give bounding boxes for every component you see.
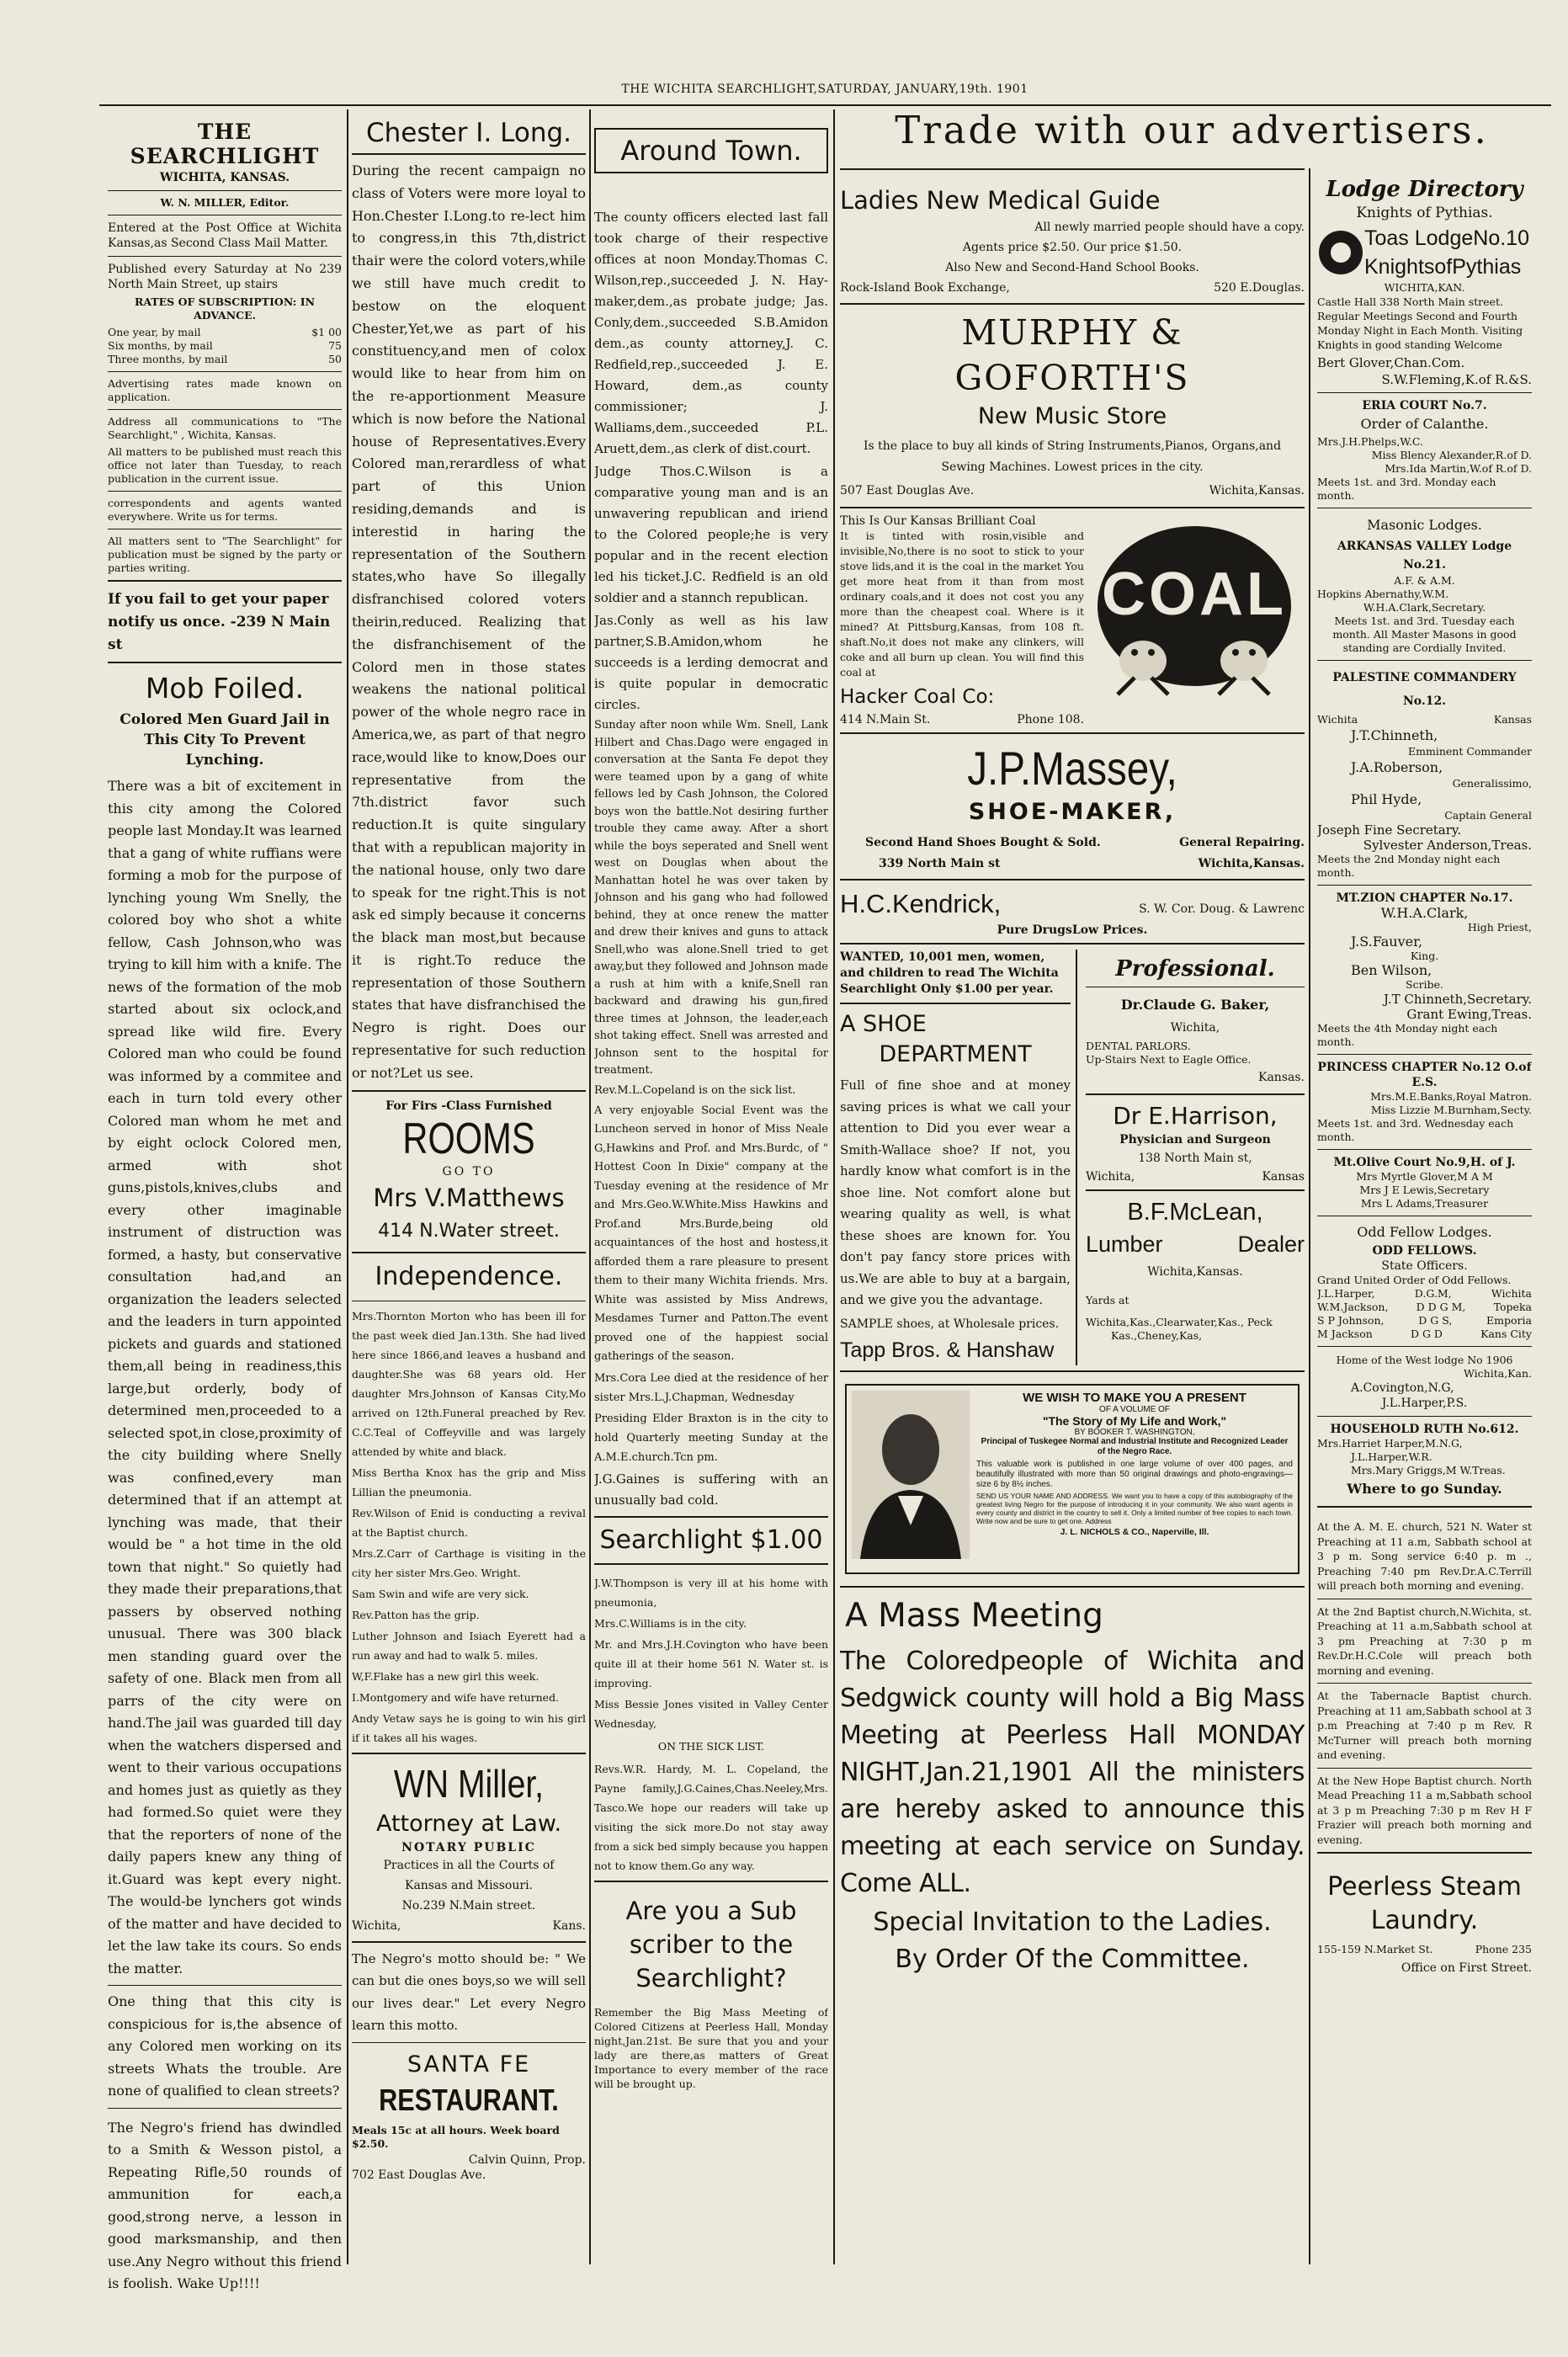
zion-3: J.S.Fauver, (1351, 934, 1423, 950)
pal-3: Emminent Commander (1408, 745, 1532, 758)
zion-4: King. (1410, 950, 1439, 962)
independence-item: Sam Swin and wife are very sick. (352, 1587, 529, 1600)
murphy-text: Is the place to buy all kinds of String Instruments,Pianos, Organs,and Sewing Machines. Lowest prices in the city. (863, 439, 1282, 474)
olive-2: Mrs J E Lewis,Secretary (1359, 1184, 1490, 1196)
mclean-dealer: Dealer (1237, 1232, 1305, 1257)
entered-notice: Entered at the Post Office at Wichita Kansas,as Second Class Mail Matter. (108, 221, 342, 250)
shoe-text: Full of fine shoe and at money saving prices is what we call your attention to Did you ever wear a Smith-Wallace shoe? If not, you hardly know what comfort is in the shoe line. Not comfort alone but wearing quality as well, is what these shoes are known for. You don't pay fancy store prices with us.We are able to buy at a bargain, and we give you the advantage. (840, 1077, 1071, 1307)
restaurant-address: 702 East Douglas Ave. (352, 2168, 486, 2182)
zion-7: J.T Chinneth,Secretary. (1384, 992, 1532, 1007)
harrison-city: Wichita, (1085, 1170, 1135, 1184)
officer-name: W.M.Jackson, (1317, 1301, 1389, 1313)
coal-logo-text: COAL (1102, 561, 1287, 628)
kendrick-heading: H.C.Kendrick, (840, 889, 1002, 918)
zion-8: Grant Ewing,Treas. (1406, 1007, 1532, 1022)
around-item: Presiding Elder Braxton is in the city to hold Quarterly meeting Sunday at the A.M.E.church.Tcn pm. (594, 1412, 828, 1464)
church-item: At the New Hope Baptist church. North Mead Preaching 11 a m,Sabbath school at 3 p m Preaching 7:30 p m Rev H F Frazier will preach both morning and evening. (1317, 1774, 1532, 1846)
independence-item: Rev.Patton has the grip. (352, 1608, 480, 1621)
harrison-state: Kansas (1262, 1170, 1305, 1184)
harrison-title: Physician and Surgeon (1119, 1133, 1271, 1147)
miller-name: WN Miller, (393, 1761, 545, 1806)
fleming: S.W.Fleming,K.of R.&S. (1381, 372, 1532, 387)
officer-city: Wichita (1491, 1287, 1532, 1300)
rate-three-value: 50 (328, 353, 342, 365)
coal-illustration (1084, 513, 1305, 707)
harrison-name: Dr E.Harrison, (1113, 1102, 1278, 1130)
booker-position: Principal of Tuskegee Normal and Industrial Institute and Recognized Leader of the Negro Race. (981, 1436, 1289, 1456)
massey-line-1: Second Hand Shoes Bought & Sold. (865, 836, 1101, 849)
independence-list (352, 1306, 586, 1748)
mass-meeting-ladies: Special Invitation to the Ladies. (873, 1907, 1272, 1937)
officer-name: J.L.Harper, (1317, 1287, 1375, 1300)
mclean-yards-2: Kas.,Cheney,Kas, (1110, 1329, 1203, 1342)
long-headline: Chester I. Long. (365, 118, 572, 148)
ruth-1: Mrs.Harriet Harper,M.N.G, (1317, 1437, 1463, 1450)
west-lodge-city: Wichita,Kan. (1464, 1367, 1532, 1380)
restaurant-prop: Calvin Quinn, Prop. (468, 2152, 586, 2167)
palestine: PALESTINE COMMANDERY No.12. (1332, 671, 1517, 708)
booker-heading: WE WISH TO MAKE YOU A PRESENT (1023, 1390, 1246, 1405)
calanthe: Order of Calanthe. (1360, 416, 1489, 432)
grand-order: Grand United Order of Odd Fellows. (1317, 1274, 1512, 1286)
booker-author: BY BOOKER T. WASHINGTON, (1074, 1427, 1195, 1437)
west-2: J.L.Harper,P.S. (1381, 1397, 1468, 1410)
around-item: Rev.M.L.Copeland is on the sick list. (594, 1083, 796, 1097)
kop-city: WICHITA,KAN. (1384, 281, 1465, 294)
state-officers: State Officers. (1381, 1259, 1468, 1273)
officer-city: Emporia (1486, 1314, 1532, 1327)
church-item: At the A. M. E. church, 521 N. Water st Preaching at 11 a.m, Sabbath school at 3 p m. Song service 6:40 p. m ., Preaching 7:40 pm Rev.Dr.A.C.Terrill will preach both morning and evening. (1317, 1520, 1532, 1592)
baker-name: Dr.Claude G. Baker, (1120, 997, 1270, 1013)
murphy-city: Wichita,Kansas. (1209, 484, 1305, 497)
zion-2: High Priest, (1467, 921, 1532, 934)
rate-six-value: 75 (328, 339, 342, 352)
officer-title: D G D (1410, 1327, 1443, 1340)
rooms-tagline: For Firs -Class Furnished (385, 1099, 552, 1113)
officer-city: Topeka (1493, 1301, 1532, 1313)
mass-meeting-committee: By Order Of the Committee. (895, 1944, 1250, 1974)
long-article: During the recent campaign no class of Voters were more loyal to Hon.Chester I.Long.to re-lect him to congress,in this 7th,district thair were the colord voters,while we still have much credit to bestow on the eloquent Chester,Yet,we as part of his constituency,and men of colox would like to hear from him on the re-apportionment Measure which is now before the National house of Representatives.Every Colored man,rerardless of what part of this Union residing,demands and is interestid in haring the representation of the Southern states,who have So illegally disfranchised colored voters theirin,reduced. Realizing that the disfranchisement of the Colord men in those states weakens the national political power of the whole negro race in America,we, as part of that negro race,would like to know,Does our representative from the 7th.district favor such reduction.It is quite singulary that with a republican majority in the national house, only two dare to speak for tne right.This is not ask ed simply because it concerns the black man most,but because it is right.To reduce the representation of those Southern states that have disfranchised the Negro is right. Does our representative for such reduction or not?Let us see. (352, 162, 586, 1081)
mclean-yards-1: Wichita,Kas.,Clearwater,Kas., Peck (1085, 1316, 1273, 1328)
zion-1: W.H.A.Clark, (1380, 905, 1469, 921)
masthead: THE WICHITA SEARCHLIGHT,SATURDAY, JANUARY,19th. 1901 (621, 82, 1029, 96)
lodge-column (1317, 177, 1532, 1980)
kendrick-address: S. W. Cor. Doug. & Lawrenc (1139, 902, 1305, 916)
kp-heading: Knights of Pythias. (1356, 205, 1493, 221)
ark-4: Meets 1st. and 3rd. Tuesday each month. All Master Masons in good standing are Cordially Invited. (1332, 615, 1517, 654)
deadline-notice: All matters to be published must reach this office not later than Tuesday, to reach publication in the current issue. (108, 445, 342, 485)
mass-meeting-heading: A Mass Meeting (845, 1596, 1103, 1635)
trade-headline: Trade with our advertisers. (895, 108, 1489, 152)
around-item: Jas.Conly as well as his law partner,S.B.Amidon,whom he succeeds is a lerding democrat and is quite popular in democratic circles. (594, 613, 828, 712)
coal-phone: Phone 108. (1017, 713, 1084, 726)
independence-item: Mrs.Thornton Morton who has been ill for the past week died Jan.13th. She had lived here since 1866,and leaves a husband and daughter.She was 68 years old. Her daughter Mrs.Johnson of Kansas City,Mo arrived on 12th.Funeral preached by Rev. C.C.Teal of Coffeyville and was largely attended by white and black. (352, 1309, 586, 1458)
olive-1: Mrs Myrtle Glover,M A M (1356, 1170, 1493, 1183)
around-item: Judge Thos.C.Wilson is a comparative young man and is an unwavering republican and iriend to the Colored people;he is very popular and in the recent election led his ticket.J.C. Redfield is an old soldier and a stannch republican. (594, 464, 828, 605)
prin-1: Mrs.M.E.Banks,Royal Matron. (1370, 1090, 1532, 1103)
officer-title: D D G M, (1416, 1301, 1466, 1313)
miller-city: Wichita, (352, 1918, 401, 1933)
ruth-3: Mrs.Mary Griggs,M W.Treas. (1351, 1464, 1506, 1476)
massey-address: 339 North Main st (879, 857, 1001, 870)
medical-guide-price: Agents price $2.50. Our price $1.50. (962, 241, 1183, 254)
remember-notice: Remember the Big Mass Meeting of Colored Citizens at Peerless Hall, Monday night,Jan.21st. Be sure that you and your lady are there,as matters of Great Importance to every member of the race will be brought up. (594, 2005, 828, 2090)
massey-line-2: General Repairing. (1179, 836, 1305, 849)
around-item: Mrs.Cora Lee died at the residence of her sister Mrs.L.J.Chapman, Wednesday (594, 1371, 828, 1404)
miller-practice-1: Practices in all the Courts of (383, 1858, 555, 1872)
lodge-heading: Lodge Directory (1326, 177, 1523, 202)
medical-guide-heading: Ladies New Medical Guide (840, 186, 1161, 215)
book-exchange: Rock-Island Book Exchange, (840, 281, 1010, 295)
around-item: J.G.Gaines is suffering with an unusually bad cold. (594, 1471, 828, 1508)
church-item: At the Tabernacle Baptist church. Preaching at 11 am,Sabbath school at 3 p.m Preaching at 7:40 p m Rev. R McTurner will preach both morning and evening. (1317, 1689, 1532, 1761)
santa-fe: SANTA FE (407, 2051, 531, 2078)
booker-description: This valuable work is published in one large volume of over 400 pages, and beautifully illustrated with more than 50 original drawings and photo-engravings—size 6 by 8½ inches. (976, 1459, 1293, 1489)
column-3 (594, 118, 828, 2093)
streets-article: One thing that this city is conspicious for is,the absence of any Colored men working on its streets Whats the trouble. Are none of qualified to clean streets? (108, 1993, 342, 2099)
independence-item: I.Montgomery and wife have returned. (352, 1690, 560, 1704)
ads-column (840, 168, 1305, 1978)
independence-headline: Independence. (375, 1261, 563, 1291)
column-rule-2 (589, 109, 591, 2264)
baker-state: Kansas. (1258, 1071, 1305, 1084)
massey-subheading: SHOE-MAKER, (968, 799, 1177, 825)
officer-city: Kans City (1480, 1327, 1532, 1340)
miller-state: Kans. (552, 1918, 586, 1933)
pal-5: Generalissimo, (1452, 777, 1532, 790)
officer-name: S P Johnson, (1317, 1314, 1385, 1327)
kop-heading: KnightsofPythias (1364, 255, 1522, 279)
around-item: Sunday after noon while Wm. Snell, Lank Hilbert and Chas.Dago were engaged in conversation at the Santa Fe depot they were teamed upon by a gang of white fellows led by Cash Johnson, the Colored boys won the battle.Not desiring further trouble they came away. After a short while the boys seperated and Snell went west on Douglas when about the Manhattan hotel he was over taken by Johnson and his gang who had followed behind, they at once renew the matter and drew their knives and guns to attack Snell,who was alone.Snell tried to get away,but they followed and Johnson made a rush at him with a knife,Snell ran backward and drawing his gun,fired three times at Johnson, the leader,each shot taking effect. Snell was arrested and Johnson sent to the hospital for treatment. (594, 719, 828, 1077)
column-rule-4 (1309, 168, 1310, 2264)
olive-3: Mrs L Adams,Treasurer (1360, 1197, 1489, 1210)
odd-fellow-lodges: Odd Fellow Lodges. (1357, 1224, 1492, 1240)
booker-volume: OF A VOLUME OF (1099, 1404, 1170, 1414)
church-item: At the 2nd Baptist church,N.Wichita, st. Preaching at 11 a.m,Sabbath school at 3 pm Preaching at 7:30 p m Rev.Dr.H.C.Cole will preach both morning and evening. (1317, 1604, 1532, 1677)
princess-chapter: PRINCESS CHAPTER No.12 O.of E.S. (1317, 1061, 1532, 1089)
zion-6: Scribe. (1406, 978, 1443, 991)
rooms-proprietor: Mrs V.Matthews (373, 1183, 565, 1212)
west-1: A.Covington,N.G, (1351, 1381, 1454, 1395)
pythias-emblem-icon (1317, 229, 1364, 276)
arkansas-valley: ARKANSAS VALLEY Lodge No.21. (1337, 540, 1512, 572)
notary: NOTARY PUBLIC (401, 1840, 536, 1854)
household-ruth: HOUSEHOLD RUTH No.612. (1330, 1423, 1519, 1436)
booker-title: "The Story of My Life and Work," (1042, 1413, 1227, 1428)
baker-location: Up-Stairs Next to Eagle Office. (1085, 1053, 1252, 1066)
column-rule-1 (347, 109, 348, 2264)
rate-six-label: Six months, by mail (108, 339, 213, 352)
correspondents-notice: correspondents and agents wanted everywhere. Write us for terms. (108, 497, 342, 523)
laundry-phone: Phone 235 (1475, 1943, 1532, 1955)
murphy-address: 507 East Douglas Ave. (840, 484, 975, 497)
harrison-address: 138 North Main st, (1138, 1152, 1252, 1165)
book-exchange-address: 520 E.Douglas. (1214, 281, 1305, 295)
column-1 (108, 118, 342, 2297)
mob-article: There was a bit of excitement in this city among the Colored people last Monday.It was learned that a gang of white ruffians were forming a mob for the purpose of lynching young Wm Snelly, the colored boy who shot a white fellow, Cash Johnson,who was trying to kill him with a knife. The news of the formation of the mob started about six oclock,and spread like wild fire. Every Colored man who could be found was informed by a commitee and each in turn told every other Colored man whom he met and by eight oclock Colored men, armed with shot guns,pistols,knives,clubs and every other imaginable instrument of distruction was formed, a hasty, but conservative consultation had,and an organization the leaders selected and the leaders in turn appointed pickets and guards and stationed them,all being in readiness,this large,but orderly, body of determined men,proceeded to a selected spot,in close,proximity of the city building where Snelly was confined,every man determined that if an attempt at lynching was made, that their would be " a hot time in the old town that night." So quietly had they made their preparations,that passers by observed nothing unusual. There was 300 black men standing guard over the safety of one. Black men from all parrs of the city were on hand.The jail was guarded till day when the watchers dispersed and went to their various occupations and homes just as quietly as they had formed.So quiet were they that the reporters of none of the daily papers knew any thing of it.Guard was kept every night. The would-be lynchers got winds of the matter and have decided to let the law take its cours. So ends the matter. (108, 778, 342, 1977)
odd-fellows: ODD FELLOWS. (1372, 1244, 1477, 1258)
prin-3: Meets 1st. and 3rd. Wednesday each month. (1317, 1117, 1514, 1143)
shoe-heading-2: DEPARTMENT (879, 1041, 1032, 1067)
eria-2: Miss Blency Alexander,R.of D. (1371, 449, 1532, 461)
rate-year-label: One year, by mail (108, 326, 201, 338)
shoe-heading-1: A SHOE (840, 1011, 927, 1037)
independence-item: Miss Bertha Knox has the grip and Miss Lillian the pneumonia. (352, 1466, 586, 1498)
castle-hall: Castle Hall 338 North Main street. Regular Meetings Second and Fourth Monday Night in Each Month. Visiting Knights in good standing Welcome (1317, 295, 1523, 351)
medical-guide-books: Also New and Second-Hand School Books. (945, 261, 1199, 274)
officer-name: M Jackson (1317, 1327, 1373, 1340)
zion-5: Ben Wilson, (1351, 962, 1432, 978)
negro-friend-article: The Negro's friend has dwindled to a Smith & Wesson pistol, a Repeating Rifle,50 rounds of ammunition for each,a good,strong nerve, a lesson in good marksmanship, and then use.Any Negro without this friend is foolish. Wake Up!!!! (108, 2119, 342, 2291)
booker-portrait (852, 1391, 970, 1559)
massey-heading: J.P.Massey, (967, 742, 1177, 795)
baker-city: Wichita, (1170, 1021, 1220, 1035)
ark-1: A.F. & A.M. (1394, 574, 1455, 587)
zion-9: Meets the 4th Monday night each month. (1317, 1022, 1498, 1048)
column-2 (352, 118, 586, 2183)
around-item: A very enjoyable Social Event was the Luncheon served in honor of Miss Neale G,Hawkins and Prof. and Mrs.Burdc, of " Hottest Coon In Dixie" company at the Tuesday evening at the residence of Mr and Mrs.Geo.W.White.Miss Hawkins and Prof.and Mrs.Burde,being old acquaintances of the host and hostess,it afforded them a rare pleasure to present them to their many Wichita friends. Mrs. White was assisted by Miss Andrews, Mesdames Turner and Patton.The event proved one of the happiest social gatherings of the season. (594, 1104, 828, 1363)
advertising-notice: Advertising rates made known on application. (108, 377, 342, 403)
column-rule-3 (833, 109, 835, 2264)
pal-1b: Kansas (1493, 713, 1532, 726)
pal-6: Phil Hyde, (1351, 791, 1422, 807)
address-notice: Address all communications to "The Searchlight," , Wichita, Kansas. (108, 415, 342, 441)
mob-subhead: Colored Men Guard Jail in This City To Prevent Lynching. (120, 711, 330, 769)
rooms-goto: GO TO (442, 1164, 496, 1178)
mass-meeting-text: The Coloredpeople of Wichita and Sedgwick county will hold a Big Mass Meeting at Peerless Hall MONDAY NIGHT,Jan.21,1901 All the ministers are hereby asked to announce this meeting at each service on Sunday. Come ALL. (840, 1646, 1305, 1898)
miller-practice-2: Kansas and Missouri. (404, 1878, 533, 1892)
coal-heading: This Is Our Kansas Brilliant Coal (840, 514, 1036, 528)
eria-4: Meets 1st. and 3rd. Monday each month. (1317, 476, 1496, 502)
searchlight-price-headline: Searchlight $1.00 (599, 1524, 823, 1555)
restaurant-heading: RESTAURANT. (379, 2082, 559, 2117)
west-lodge: Home of the West lodge No 1906 (1336, 1354, 1513, 1366)
mclean-city: Wichita,Kansas. (1147, 1265, 1243, 1279)
ark-3: W.H.A.Clark,Secretary. (1363, 601, 1486, 614)
officer-title: D G S, (1418, 1314, 1453, 1327)
glover: Bert Glover,Chan.Com. (1317, 355, 1465, 370)
pal-8: Joseph Fine Secretary. (1317, 822, 1462, 838)
eria-3: Mrs.Ida Martin,W.of R.of D. (1385, 462, 1532, 475)
independence-item: W,F.Flake has a new girl this week. (352, 1669, 539, 1683)
laundry-address: 155-159 N.Market St. (1317, 1943, 1433, 1955)
personal-item: Miss Bessie Jones visited in Valley Center Wednesday, (594, 1697, 828, 1730)
rooms-address: 414 N.Water street. (378, 1220, 560, 1242)
mclean-yards: Yards at (1085, 1294, 1129, 1306)
baker-dental: DENTAL PARLORS. (1085, 1040, 1191, 1052)
booker-send: SEND US YOUR NAME AND ADDRESS. We want you to have a copy of this autobiography of the greatest living Negro for the purpose of introducing it in your community. We also want agents in every county and district in the country to sell it. Only a limited number of free copies to each town. Write now and be sure to get one. Address (976, 1491, 1293, 1525)
independence-item: Mrs.Z.Carr of Carthage is visiting in the city her sister Mrs.Geo. Wright. (352, 1546, 586, 1579)
restaurant-meals: Meals 15c at all hours. Week board $2.50. (352, 2123, 560, 2150)
laundry-office: Office on First Street. (1401, 1961, 1532, 1975)
booker-address: J. L. NICHOLS & CO., Naperville, Ill. (1060, 1526, 1209, 1537)
wanted-notice: WANTED, 10,001 men, women, and children to read The Wichita Searchlight Only $1.00 per year. (840, 950, 1059, 996)
paper-city: WICHITA, KANSAS. (159, 171, 290, 184)
miller-address: No.239 N.Main street. (401, 1898, 536, 1913)
mt-olive: Mt.Olive Court No.9,H. of J. (1333, 1156, 1516, 1169)
officer-title: D.G.M, (1414, 1287, 1452, 1300)
negro-motto: The Negro's motto should be: " We can but die ones boys,so we will sell our lives dear." Let every Negro learn this motto. (352, 1950, 586, 2034)
eria-court: ERIA COURT No.7. (1362, 399, 1487, 412)
portrait-icon (852, 1391, 970, 1559)
miller-title: Attorney at Law. (375, 1810, 562, 1837)
booker-ad (845, 1384, 1300, 1574)
pal-1: Wichita (1317, 713, 1358, 726)
signature-notice: All matters sent to "The Searchlight" for publication must be signed by the party or parties writing. (108, 535, 342, 574)
toas-lodge: Toas LodgeNo.10 (1364, 226, 1529, 250)
personal-item: Mr. and Mrs.J.H.Covington who have been quite ill at their home 561 N. Water st. is improving. (594, 1637, 828, 1689)
independence-item: Rev.Wilson of Enid is conducting a revival at the Baptist church. (352, 1506, 586, 1539)
mclean-lumber: Lumber (1085, 1232, 1163, 1257)
masonic-heading: Masonic Lodges. (1367, 517, 1482, 533)
personal-item: J.W.Thompson is very ill at his home with pneumonia, (594, 1576, 828, 1609)
ruth-2: J.L.Harper,W.R. (1351, 1450, 1432, 1463)
masthead-rule (99, 104, 1551, 106)
tapp-bros: Tapp Bros. & Hanshaw (840, 1338, 1055, 1362)
mclean-name: B.F.McLean, (1127, 1199, 1263, 1226)
shoe-sample: SAMPLE shoes, at Wholesale prices. (840, 1317, 1060, 1331)
ark-2: Hopkins Abernathy,W.M. (1317, 588, 1449, 600)
murphy-heading: MURPHY & GOFORTH'S (954, 312, 1190, 398)
mob-headline: Mob Foiled. (145, 672, 305, 705)
massey-city: Wichita,Kansas. (1198, 857, 1305, 870)
subscriber-headline: Are you a Sub scriber to the Searchlight? (625, 1896, 797, 1993)
professional-heading: Professional. (1115, 956, 1275, 982)
pal-7: Captain General (1444, 809, 1532, 822)
sick-list-text: Revs.W.R. Hardy, M. L. Copeland, the Payne family,J.G.Caines,Chas.Neeley,Mrs. Tasco.We hope our readers will take up visiting the sick more.Do not stay away from a sick bed simply because you happen not to know them.Go any way. (594, 1762, 828, 1872)
pal-2: J.T.Chinneth, (1351, 727, 1438, 743)
murphy-subheading: New Music Store (977, 403, 1167, 429)
eria-1: Mrs.J.H.Phelps,W.C. (1317, 435, 1424, 448)
laundry-heading: Peerless Steam Laundry. (1327, 1872, 1522, 1935)
sick-list-heading: ON THE SICK LIST. (657, 1739, 765, 1753)
notify-notice: If you fail to get your paper notify us once. -239 N Main st (108, 591, 331, 653)
rates-heading: RATES OF SUBSCRIPTION: IN ADVANCE. (134, 295, 316, 322)
medical-guide-line: All newly married people should have a copy. (1034, 221, 1305, 234)
independence-item: Andy Vetaw says he is going to win his girl if it takes all his wages. (352, 1711, 586, 1744)
kendrick-slogan: Pure DrugsLow Prices. (997, 923, 1148, 937)
around-headline: Around Town. (620, 135, 802, 167)
personal-item: Mrs.C.Williams is in the city. (594, 1616, 747, 1630)
pal-4: J.A.Roberson, (1351, 759, 1443, 775)
rate-three-label: Three months, by mail (108, 353, 228, 365)
rate-year-value: $1 00 (311, 326, 342, 338)
where-to-go: Where to go Sunday. (1347, 1481, 1502, 1497)
rooms-heading: ROOMS (402, 1114, 535, 1163)
coal-address: 414 N.Main St. (840, 713, 931, 726)
paper-name: THE SEARCHLIGHT (130, 120, 320, 168)
around-item: The county officers elected last fall took charge of their respective offices at noon Monday.Thomas C. Wilson,rep.,succeeded J. N. Hay-maker,dem.,as probate judge; Jas. Conly,dem.,succeeded S.B.Amidon dem.,as county attorney,J. C. Redfield,rep.,succeeded J. E. Howard, dem.,as county commissioner; J. Walliams,dem.,succeeded P.L. Aruett,dem.,as clerk of dist.court. (594, 210, 828, 456)
pal-9: Sylvester Anderson,Treas. (1363, 838, 1532, 853)
coal-text: It is tinted with rosin,visible and invisible,No,there is no soot to stick to your stove lids,and it is the coal in the market You get more heat from it than from most ordinary coals,and it does not cost you any more than the cheapest coal. Where is it mined? At Pittsburg,Kansas, from 108 ft. shaft.No,it does not make any clinkers, will coke and all burn up clean. You will find this coal at (840, 529, 1084, 678)
publication-notice: Published every Saturday at No 239 North Main Street, up stairs (108, 263, 342, 291)
independence-item: Luther Johnson and Isiach Eyerett had a run away and had to walk 5. miles. (352, 1629, 586, 1662)
coal-company: Hacker Coal Co: (840, 686, 995, 708)
pal-10: Meets the 2nd Monday night each month. (1317, 853, 1501, 879)
mt-zion: MT.ZION CHAPTER No.17. (1336, 891, 1513, 905)
editor-line: W. N. MILLER, Editor. (160, 196, 290, 209)
prin-2: Miss Lizzie M.Burnham,Secty. (1370, 1104, 1532, 1116)
